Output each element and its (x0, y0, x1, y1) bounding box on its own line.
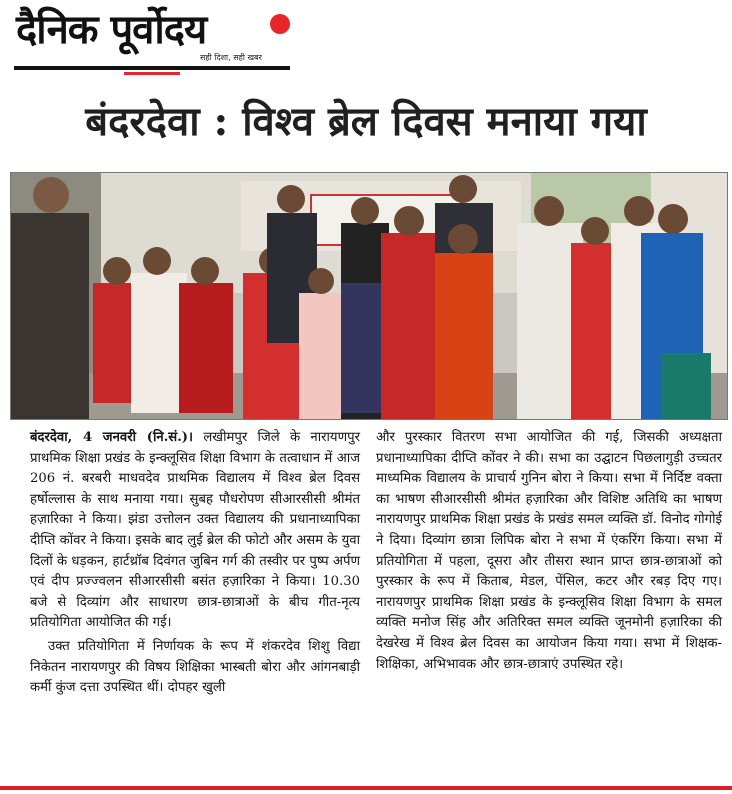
masthead-rule (14, 66, 290, 70)
page-bottom-rule (0, 786, 732, 790)
dateline: बंदरदेवा, 4 जनवरी (नि.सं.)। (30, 430, 194, 445)
article-paragraph (30, 428, 360, 634)
paragraph-text: लखीमपुर जिले के नारायणपुर प्राथमिक शिक्षा प्रखंड के इन्क्लूसिव शिक्षा विभाग के तत्वाधान में आज 206 नं. बरबरी माधवदेव प्राथमिक विद्यालय में विश्व ब्रेल दिवस हर्षोल्लास के साथ मनाया गया। सुबह पौधरोपण सीआरसीसी श्रीमंत हज़ारिका ने किया। झंडा उत्तोलन उक्त विद्यालय की प्रधानाध्यापिका दीप्ति कोंवर ने किया। इसके बाद लुई ब्रेल की फोटो और असम के युवा दिलों के धड़कन, हार्टथ्रॉब दिवंगत जुबिन गर्ग की तस्वीर पर पुष्प अर्पण एवं दीप प्रज्ज्वलन सीआरसीसी बसंत हज़ारिका ने किया। 10.30 बजे से दिव्यांग और साधारण छात्र-छात्राओं के बीच गीत-नृत्य प्रतियोगिता आयोजित की गई। (30, 430, 360, 631)
masthead (14, 4, 314, 74)
article-paragraph: और पुरस्कार वितरण सभा आयोजित की गई, जिसकी अध्यक्षता प्रधानाध्यापिका दीप्ति कोंवर ने की। सभा का उद्घाटन पिछलागुड़ी उच्चतर माध्यमिक विद्यालय के प्राचार्य गुनिन बोरा ने किया। सभा में निर्दिष्ट वक्ता का भाषण सीआरसीसी श्रीमंत हज़ारिका और विशिष्ट अतिथि का भाषण नारायणपुर प्राथमिक शिक्षा प्रखंड के प्रखंड समल व्यक्ति डॉ. विनोद गोगोई ने दिया। दिव्यांग छात्रा लिपिक बोरा ने सभा में एंकरिंग किया। सभा में प्रतियोगिता में पहला, दूसरा और तीसरा स्थान प्राप्त छात्र-छात्राओं को पुरस्कार के रूप में किताब, मेडल, पेंसिल, कटर और रबड़ दिए गए। नारायणपुर प्राथमिक शिक्षा प्रखंड के इन्क्लूसिव शिक्षा विभाग के समल व्यक्ति मनोज सिंह और अतिरिक्त समल व्यक्ति जूनमोनी हज़ारिका की देखरेख में विश्व ब्रेल दिवस का आयोजन किया गया। सभा में शिक्षक-शिक्षिका, अभिभावक और छात्र-छात्राएं उपस्थित रहे। (376, 430, 722, 672)
logo-red-dot (270, 14, 290, 34)
article-paragraph: उक्त प्रतियोगिता में निर्णायक के रूप में शंकरदेव शिशु विद्या निकेतन नारायणपुर की विषय शिक्षिका भास्बती बोरा और आंगनबाड़ी कर्मी कुंज दत्ता उपस्थित थीं। दोपहर खुली (30, 638, 360, 696)
masthead-red-bar (124, 72, 180, 75)
newspaper-logo: दैनिक पूर्वोदय (16, 7, 207, 53)
article-photo (10, 172, 728, 420)
article-column-right (376, 428, 722, 675)
article-column-left (30, 428, 360, 699)
article-headline: बंदरदेवा : विश्व ब्रेल दिवस मनाया गया (85, 98, 647, 145)
newspaper-tagline: सही दिशा, सही खबर (200, 53, 262, 62)
